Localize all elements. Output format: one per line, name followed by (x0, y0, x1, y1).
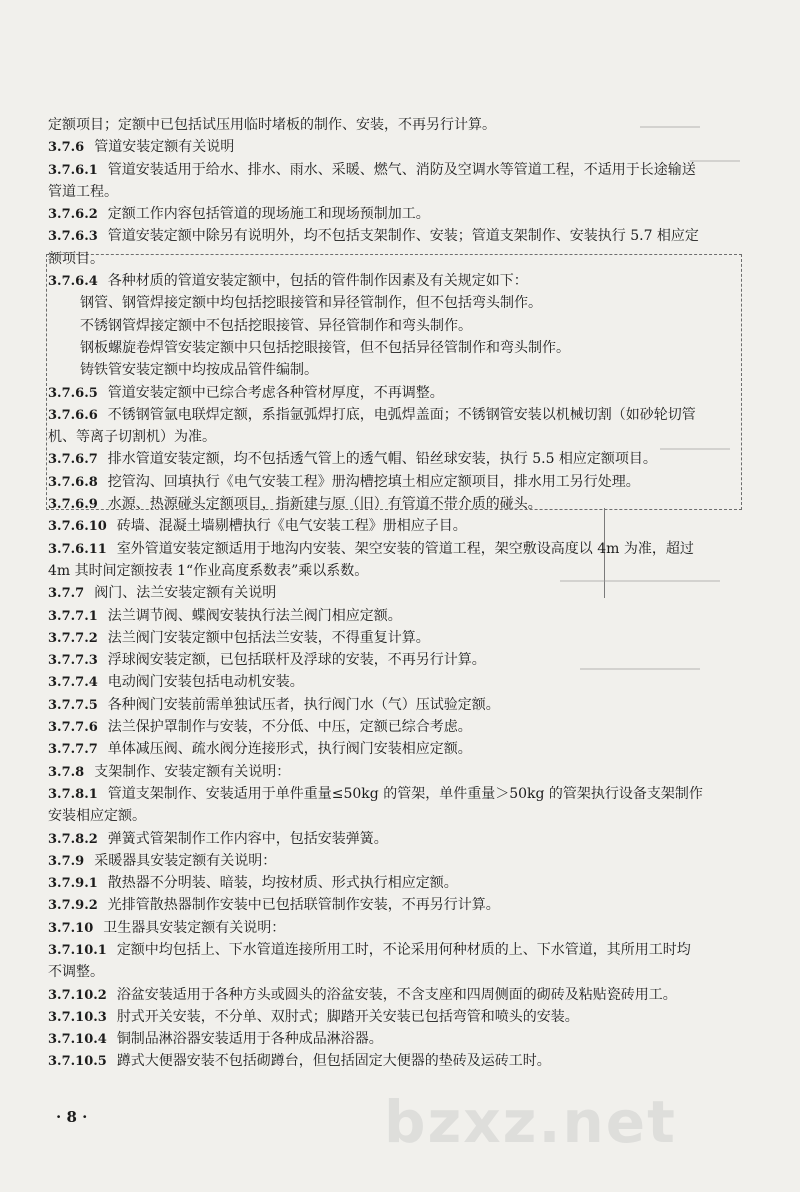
clause-text: 弹簧式管架制作工作内容中，包括安装弹簧。 (107, 830, 388, 847)
clause-number: 3.7.6 (48, 140, 85, 156)
clause-line (48, 159, 748, 181)
clause-text: 蹲式大便器安装不包括砌蹲台，但包括固定大便器的垫砖及运砖工时。 (116, 1053, 551, 1070)
continuation-line (48, 292, 748, 314)
clause-text: 阀门、法兰安装定额有关说明 (94, 585, 277, 602)
clause-text: 单体减压阀、疏水阀分连接形式，执行阀门安装相应定额。 (107, 741, 472, 758)
clause-number: 3.7.8.1 (48, 786, 98, 802)
clause-text: 法兰保护罩制作与安装，不分低、中压，定额已综合考虑。 (107, 719, 472, 736)
clause-number: 3.7.9.2 (48, 898, 98, 914)
clause-text: 额项目。 (48, 250, 104, 267)
clause-number: 3.7.6.9 (48, 497, 98, 513)
clause-text: 各种材质的管道安装定额中，包括的管件制作因素及有关规定如下： (107, 273, 528, 290)
clause-number: 3.7.7 (48, 586, 85, 602)
clause-text: 钢管、钢管焊接定额中均包括挖眼接管和异径管制作，但不包括弯头制作。 (80, 295, 542, 312)
clause-text: 不锈钢管氩电联焊定额，系指氩弧焊打底，电弧焊盖面；不锈钢管安装以机械切割（如砂轮切管 (107, 406, 696, 423)
continuation-line (48, 805, 748, 827)
clause-line (48, 828, 748, 850)
clause-number: 3.7.6.10 (48, 519, 107, 535)
clause-line (48, 225, 748, 247)
clause-number: 3.7.7.1 (48, 608, 98, 624)
clause-text: 采暖器具安装定额有关说明： (94, 852, 277, 869)
clause-line (48, 605, 748, 627)
clause-number: 3.7.8 (48, 764, 85, 780)
clause-number: 3.7.10.4 (48, 1032, 107, 1048)
clause-text: 管道安装定额中已综合考虑各种管材厚度，不再调整。 (107, 384, 444, 401)
clause-line (48, 203, 748, 225)
clause-line (48, 738, 748, 760)
watermark: bzxz.net (384, 1088, 677, 1156)
clause-text: 室外管道安装定额适用于地沟内安装、架空安装的管道工程，架空敷设高度以 4m 为准，超过 (116, 540, 694, 557)
continuation-line (48, 315, 748, 337)
clause-line (48, 939, 748, 961)
clause-line (48, 493, 748, 515)
clause-number: 3.7.7.6 (48, 720, 98, 736)
clause-number: 3.7.7.7 (48, 742, 98, 758)
clause-text: 电动阀门安装包括电动机安装。 (107, 674, 304, 691)
clause-text: 水源、热源碰头定额项目，指新建与原（旧）有管道不带介质的碰头。 (107, 496, 542, 513)
clause-text: 砖墙、混凝土墙剔槽执行《电气安装工程》册相应子目。 (116, 518, 467, 535)
continuation-line (48, 114, 748, 136)
clause-text: 法兰阀门安装定额中包括法兰安装，不得重复计算。 (107, 629, 430, 646)
clause-number: 3.7.6.3 (48, 229, 98, 245)
clause-text: 管道工程。 (48, 183, 118, 200)
clause-line (48, 984, 748, 1006)
clause-line (48, 627, 748, 649)
clause-number: 3.7.10.5 (48, 1054, 107, 1070)
clause-number: 3.7.6.8 (48, 474, 98, 490)
clause-text: 肘式开关安装，不分单、双肘式；脚踏开关安装已包括弯管和喷头的安装。 (116, 1008, 579, 1025)
clause-line (48, 515, 748, 537)
clause-text: 定额中均包括上、下水管道连接所用工时，不论采用何种材质的上、下水管道，其所用工时均 (116, 941, 691, 958)
clause-number: 3.7.10.3 (48, 1009, 107, 1025)
clause-number: 3.7.7.2 (48, 630, 98, 646)
clause-line (48, 894, 748, 916)
clause-text: 不调整。 (48, 964, 104, 981)
clause-text: 光排管散热器制作安装中已包括联管制作安装，不再另行计算。 (107, 897, 500, 914)
clause-text: 管道安装定额中除另有说明外，均不包括支架制作、安装；管道支架制作、安装执行 5.7 相应定 (107, 228, 699, 245)
clause-text: 不锈钢管焊接定额中不包括挖眼接管、异径管制作和弯头制作。 (80, 317, 472, 334)
clause-number: 3.7.6.1 (48, 162, 98, 178)
document-body (48, 114, 748, 1073)
clause-number: 3.7.6.2 (48, 207, 98, 223)
continuation-line (48, 359, 748, 381)
clause-number: 3.7.6.11 (48, 541, 107, 557)
clause-line (48, 471, 748, 493)
clause-line (48, 448, 748, 470)
clause-line (48, 850, 748, 872)
clause-text: 钢板螺旋卷焊管安装定额中只包括挖眼接管，但不包括异径管制作和弯头制作。 (80, 339, 570, 356)
clause-number: 3.7.9.1 (48, 876, 98, 892)
clause-number: 3.7.6.6 (48, 407, 98, 423)
clause-line (48, 649, 748, 671)
clause-text: 支架制作、安装定额有关说明： (94, 763, 291, 780)
clause-text: 铸铁管安装定额中均按成品管件编制。 (80, 362, 318, 379)
clause-line (48, 382, 748, 404)
clause-text: 管道支架制作、安装适用于单件重量≤50kg 的管架，单件重量＞50kg 的管架执行设备支架制作 (107, 785, 703, 802)
clause-text: 定额工作内容包括管道的现场施工和现场预制加工。 (107, 206, 430, 223)
continuation-line (48, 337, 748, 359)
clause-number: 3.7.6.5 (48, 385, 98, 401)
clause-line (48, 761, 748, 783)
clause-text: 管道安装定额有关说明 (94, 139, 235, 156)
continuation-line (48, 248, 748, 270)
clause-number: 3.7.10.2 (48, 987, 107, 1003)
clause-text: 浮球阀安装定额，已包括联杆及浮球的安装，不再另行计算。 (107, 652, 486, 669)
clause-line (48, 783, 748, 805)
clause-line (48, 538, 748, 560)
clause-number: 3.7.9 (48, 853, 85, 869)
continuation-line (48, 426, 748, 448)
continuation-line (48, 181, 748, 203)
clause-line (48, 671, 748, 693)
clause-line (48, 582, 748, 604)
clause-line (48, 404, 748, 426)
clause-text: 各种阀门安装前需单独试压者，执行阀门水（气）压试验定额。 (107, 696, 500, 713)
clause-number: 3.7.7.3 (48, 653, 98, 669)
clause-text: 铜制品淋浴器安装适用于各种成品淋浴器。 (116, 1031, 383, 1048)
clause-line (48, 716, 748, 738)
clause-number: 3.7.7.5 (48, 697, 98, 713)
clause-text: 挖管沟、回填执行《电气安装工程》册沟槽挖填土相应定额项目，排水用工另行处理。 (107, 473, 640, 490)
clause-text: 卫生器具安装定额有关说明： (103, 919, 286, 936)
continuation-line (48, 961, 748, 983)
clause-line (48, 1006, 748, 1028)
clause-number: 3.7.8.2 (48, 831, 98, 847)
clause-line (48, 1028, 748, 1050)
clause-line (48, 694, 748, 716)
clause-text: 定额项目；定额中已包括试压用临时堵板的制作、安装，不再另行计算。 (48, 117, 496, 133)
clause-text: 管道安装适用于给水、排水、雨水、采暖、燃气、消防及空调水等管道工程，不适用于长途输送 (107, 161, 696, 178)
clause-text: 排水管道安装定额，均不包括透气管上的透气帽、铅丝球安装，执行 5.5 相应定额项目。 (107, 451, 657, 468)
clause-line (48, 270, 748, 292)
clause-line (48, 917, 748, 939)
continuation-line (48, 560, 748, 582)
clause-line (48, 136, 748, 158)
clause-line (48, 872, 748, 894)
page-number: · 8 · (56, 1108, 88, 1126)
clause-number: 3.7.10.1 (48, 942, 107, 958)
clause-text: 4m 其时间定额按表 1“作业高度系数表”乘以系数。 (48, 562, 369, 579)
clause-text: 机、等离子切割机）为准。 (48, 429, 216, 446)
clause-text: 浴盆安装适用于各种方头或圆头的浴盆安装，不含支座和四周侧面的砌砖及粘贴瓷砖用工。 (116, 986, 677, 1003)
clause-text: 安装相应定额。 (48, 808, 146, 825)
clause-text: 散热器不分明装、暗装，均按材质、形式执行相应定额。 (107, 875, 458, 892)
clause-number: 3.7.10 (48, 920, 94, 936)
clause-line (48, 1050, 748, 1072)
clause-number: 3.7.6.4 (48, 274, 98, 290)
clause-number: 3.7.6.7 (48, 452, 98, 468)
clause-text: 法兰调节阀、蝶阀安装执行法兰阀门相应定额。 (107, 607, 402, 624)
clause-number: 3.7.7.4 (48, 675, 98, 691)
